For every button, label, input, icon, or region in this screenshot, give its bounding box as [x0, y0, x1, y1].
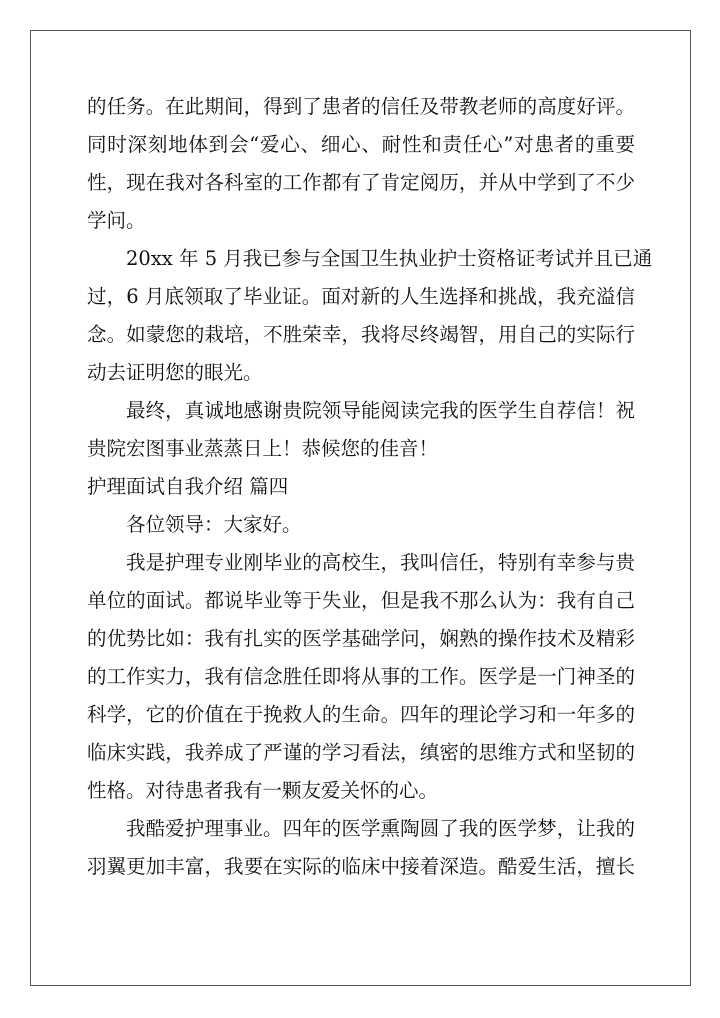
section-heading: 护理面试自我介绍 篇四 — [87, 475, 289, 498]
text-line: 的任务。在此期间，得到了患者的信任及带教老师的高度好评。 — [87, 95, 635, 118]
text-line: 动去证明您的眼光。 — [87, 361, 263, 384]
text-line: 念。如蒙您的栽培，不胜荣幸，我将尽终竭智，用自己的实际行 — [87, 323, 635, 346]
text-line: 性，现在我对各科室的工作都有了肯定阅历，并从中学到了不少 — [87, 171, 635, 194]
text-line: 羽翼更加丰富，我要在实际的临床中接着深造。酷爱生活，擅长 — [87, 855, 635, 878]
text-line: 最终，真诚地感谢贵院领导能阅读完我的医学生自荐信！祝 — [126, 399, 635, 422]
text-line: 科学，它的价值在于挽救人的生命。四年的理论学习和一年多的 — [87, 703, 635, 726]
text-line: 20xx 年 5 月我已参与全国卫生执业护士资格证考试并且已通 — [126, 247, 653, 270]
text-line: 单位的面试。都说毕业等于失业，但是我不那么认为：我有自己 — [87, 589, 635, 612]
document-body — [87, 88, 653, 886]
text-line: 我是护理专业刚毕业的高校生，我叫信任，特别有幸参与贵 — [126, 551, 635, 574]
text-line: 过，6 月底领取了毕业证。面对新的人生选择和挑战，我充溢信 — [87, 285, 635, 308]
text-line: 临床实践，我养成了严谨的学习看法，缜密的思维方式和坚韧的 — [87, 741, 635, 764]
text-line: 的优势比如：我有扎实的医学基础学问，娴熟的操作技术及精彩 — [87, 627, 635, 650]
text-line: 贵院宏图事业蒸蒸日上！恭候您的佳音！ — [87, 437, 439, 460]
text-line: 学问。 — [87, 209, 146, 232]
text-line: 同时深刻地体到会“爱心、细心、耐性和责任心”对患者的重要 — [87, 133, 635, 156]
greeting-line: 各位领导：大家好。 — [126, 513, 302, 536]
text-line: 性格。对待患者我有一颗友爱关怀的心。 — [87, 779, 439, 802]
text-line: 我酷爱护理事业。四年的医学熏陶圆了我的医学梦，让我的 — [126, 817, 635, 840]
text-line: 的工作实力，我有信念胜任即将从事的工作。医学是一门神圣的 — [87, 665, 635, 688]
